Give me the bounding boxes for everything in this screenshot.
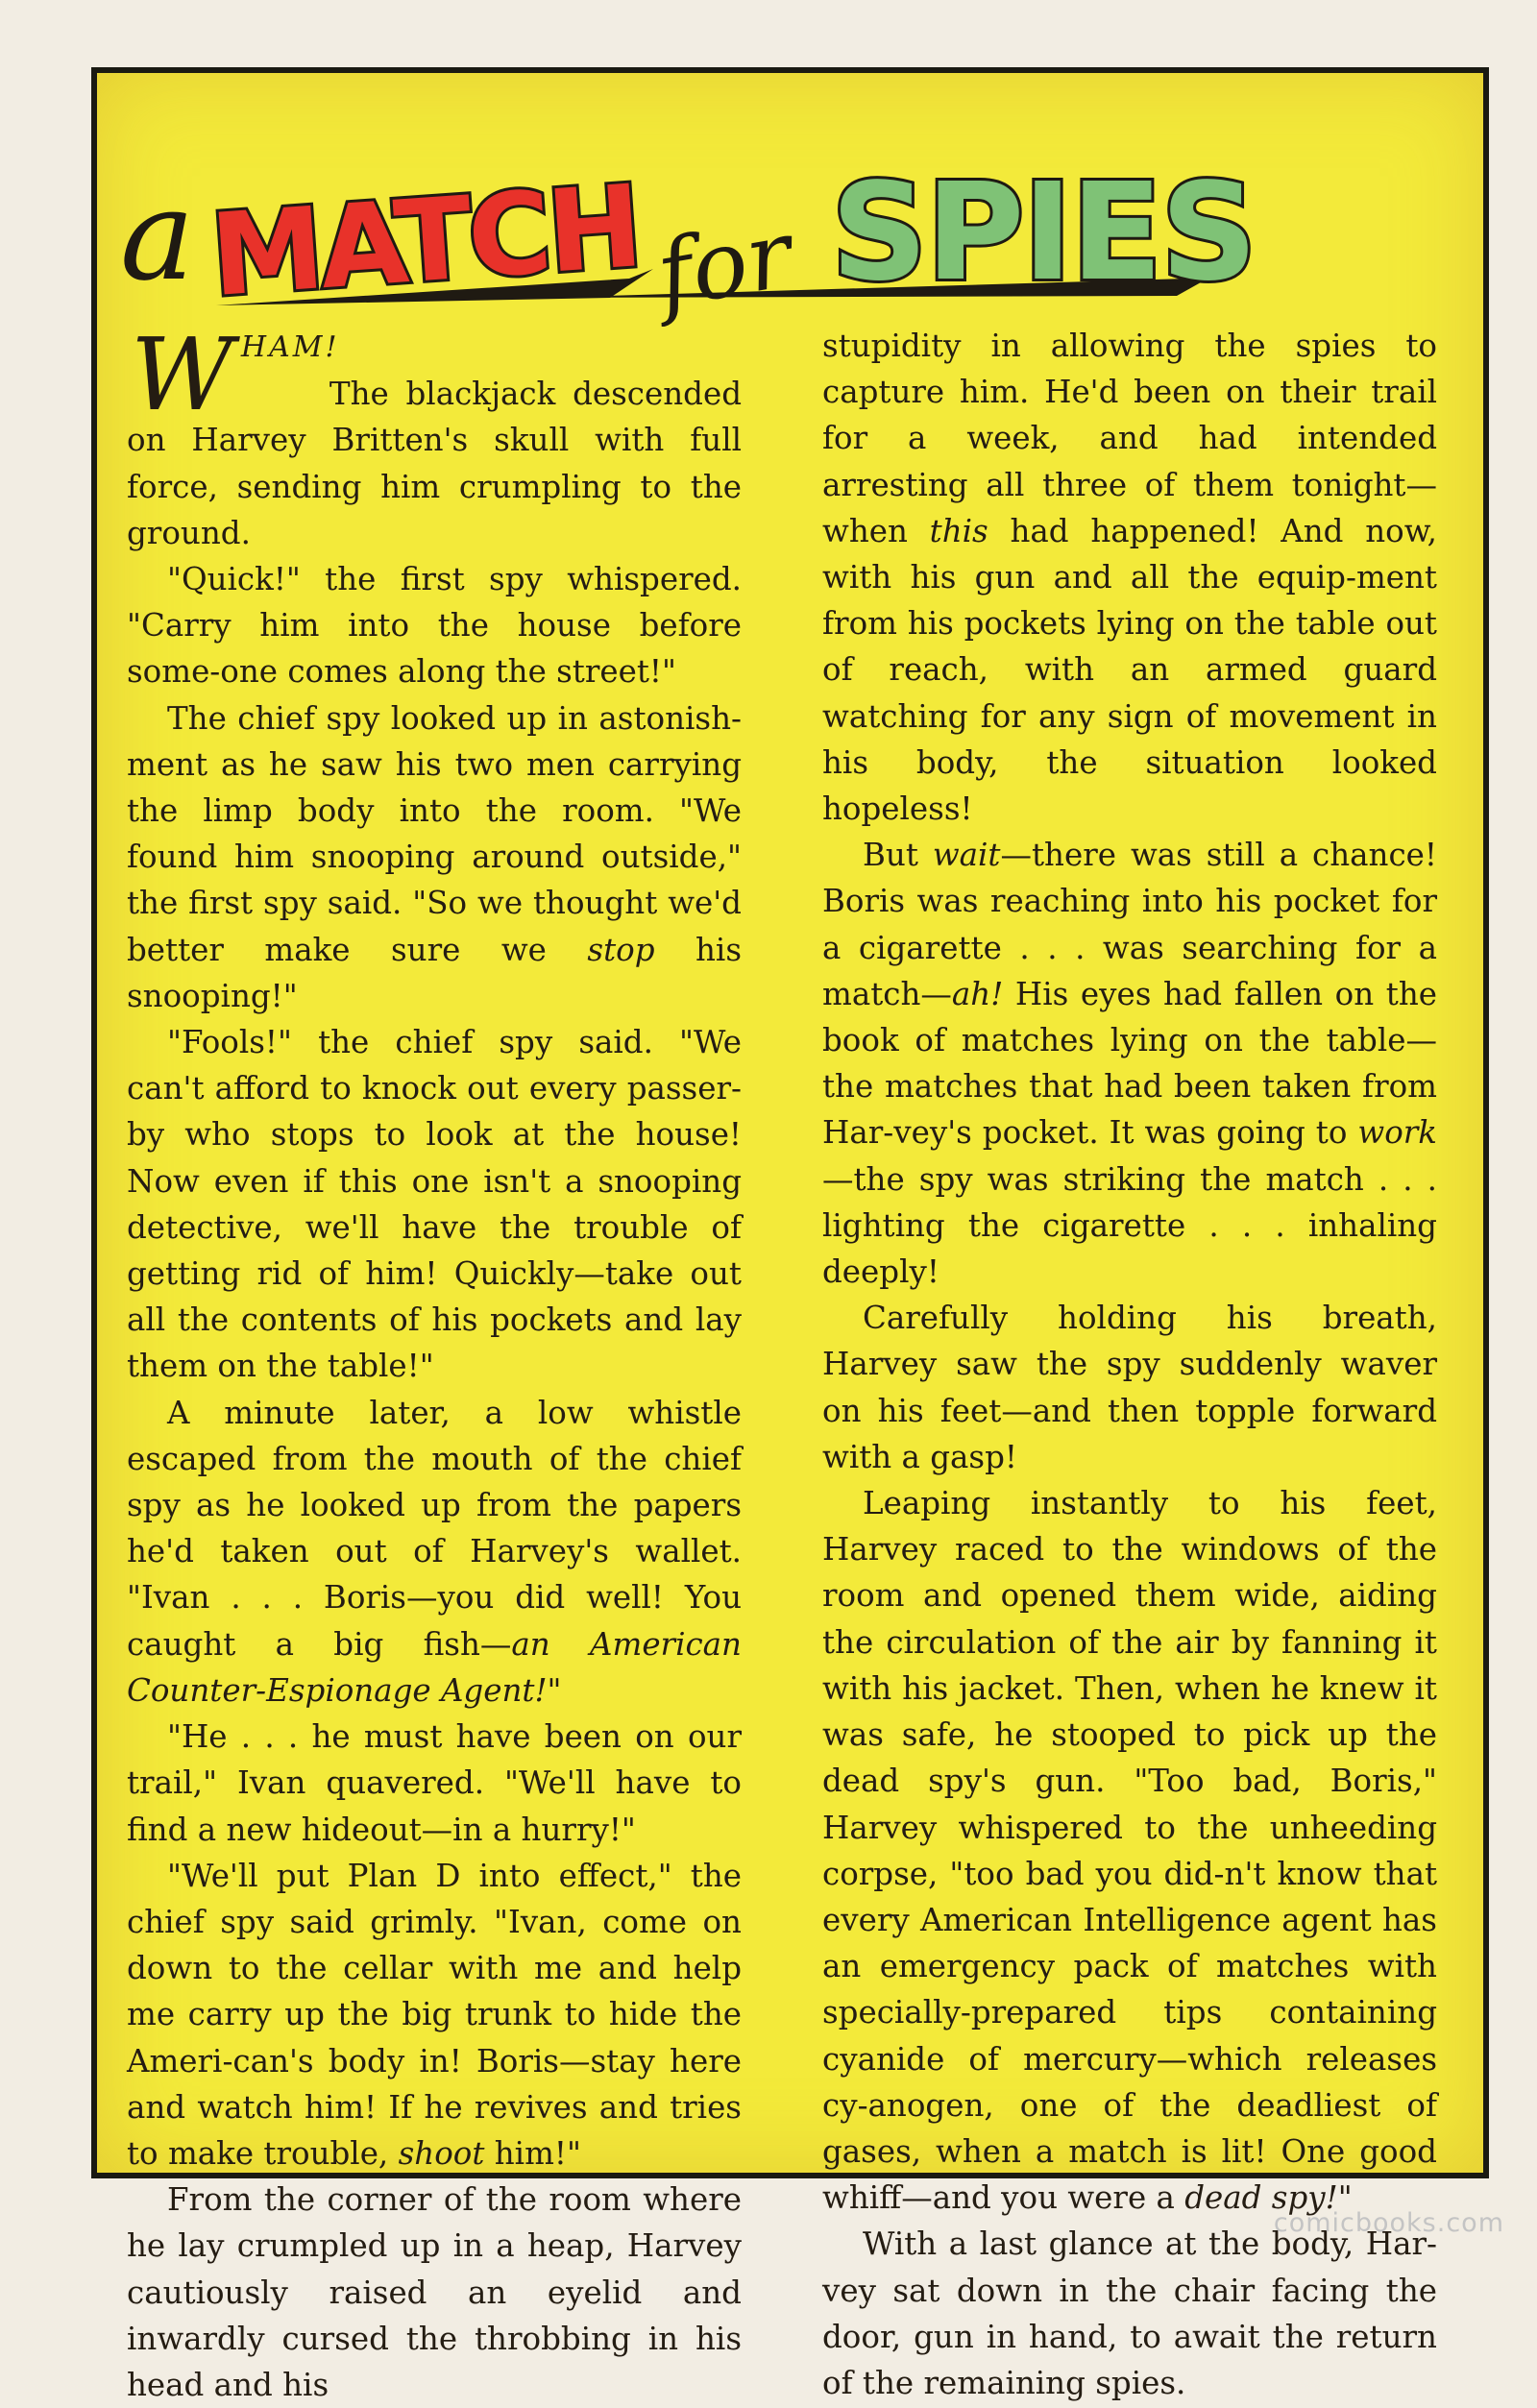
paragraph [127,695,742,1019]
text: —there was still a chance! Boris was reaching into his pocket for a cigarette . . . was searching for a match— [822,837,1437,1012]
text: A minute later, a low whistle escaped from the mouth of the chief spy as he looked up from the papers he'd taken out of Harvey's wallet. "Ivan . . . Boris—you did well! You caught a big fish— [127,1394,742,1663]
text: Leaping instantly to his feet, Harvey raced to the windows of the room and opened them wide, aiding the circulation of the air by fanning it with his jacket. Then, when he knew it was safe, he stooped to pick up the dead spy's gun. "Too bad, Boris," Harvey whispered to the unheeding corpse, "too bad you did-n't know that every American Intelligence agent has an emergency pack of matches with specially-prepared tips containing cyanide of mercury—which releases cy-anogen, one of the deadliest of gases, when a match is lit! One good whiff—and you were a [822,1485,1437,2217]
drop-cap: W [131,316,233,433]
text: The chief spy looked up in astonish-ment as he saw his two men carrying the limp body into the room. "We found him snooping around outside," the first spy said. "So we thought we'd better make sure we [127,699,742,968]
emphasis: this [929,512,988,549]
paragraph: From the corner of the room where he lay crumpled up in a heap, Harvey cautiously raised an eyelid and inwardly cursed the throbbing in his head and his [127,2181,742,2403]
paragraph [822,323,1437,832]
paragraph [127,316,742,556]
title-spies: SPIES [831,155,1256,311]
title-match: MATCH [207,159,644,323]
text: him!" [484,2134,581,2172]
paragraph: "Quick!" the first spy whispered. "Carry him into the house before some-one comes along the street!" [127,561,742,691]
text: —the spy was striking the match . . . lighting the cigarette . . . inhaling deeply! [822,1160,1437,1291]
paragraph: Carefully holding his breath, Harvey saw the spy suddenly waver on his feet—and then topple forward with a gasp! [822,1300,1437,1475]
paragraph-text: The blackjack descended on Harvey Britten's skull with full force, sending him crumpling to the ground. [127,376,742,551]
watermark: comicbooks.com [1273,2208,1504,2238]
emphasis: an American Counter-Espionage Agent! [127,1625,742,1709]
text: had happened! And now, with his gun and all the equip-ment from his pockets lying on the table out of reach, with an armed guard watching for any sign of movement in his body, the situation looked hopeless! [822,512,1437,828]
title-for: for [648,200,800,327]
text: "We'll put Plan D into effect," the chief spy said grimly. "Ivan, come on down to the cellar with me and help me carry up the big trunk to hide the Ameri-can's body in! Boris—stay here and watch him! If he revives and tries to make trouble, [127,1857,742,2172]
story-title [91,134,1489,327]
text: his snooping!" [127,931,742,1014]
emphasis: wait [932,837,1001,874]
paragraph: "He . . . he must have been on our trail," Ivan quavered. "We'll have to find a new hideout—in a hurry!" [127,1718,742,1848]
emphasis: ah! [951,975,1004,1012]
text: But [863,837,933,874]
emphasis: shoot [398,2134,485,2172]
text: " [1337,2179,1353,2217]
emphasis: dead spy! [1184,2179,1338,2217]
title-lettering [91,134,1489,327]
wham-text: HAM! [240,330,340,364]
text: " [547,1671,562,1709]
paragraph: "Fools!" the chief spy said. "We can't afford to knock out every passer-by who stops to look at the house! Now even if this one isn't a snooping detective, we'll have the trouble of getting rid of him! Quickly—take out all the contents of his pockets and lay them on the table!" [127,1024,742,1385]
paragraph: With a last glance at the body, Har-vey sat down in the chair facing the door, gun in hand, to await the return of the remaining spies. [822,2226,1437,2401]
paragraph [127,1853,742,2177]
paragraph [127,1390,742,1714]
paragraph [822,1480,1437,2221]
title-a: a [120,162,195,308]
text: stupidity in allowing the spies to capture him. He'd been on their trail for a week, and had intended arresting all three of them tonight—when [822,328,1437,549]
paragraph [822,832,1437,1295]
right-column [822,323,1437,2406]
text: His eyes had fallen on the book of matches lying on the table—the matches that had been taken from Har-vey's pocket. It was going to [822,975,1437,1152]
left-column [127,316,742,2408]
emphasis: stop [587,931,655,968]
emphasis: work [1357,1114,1437,1152]
